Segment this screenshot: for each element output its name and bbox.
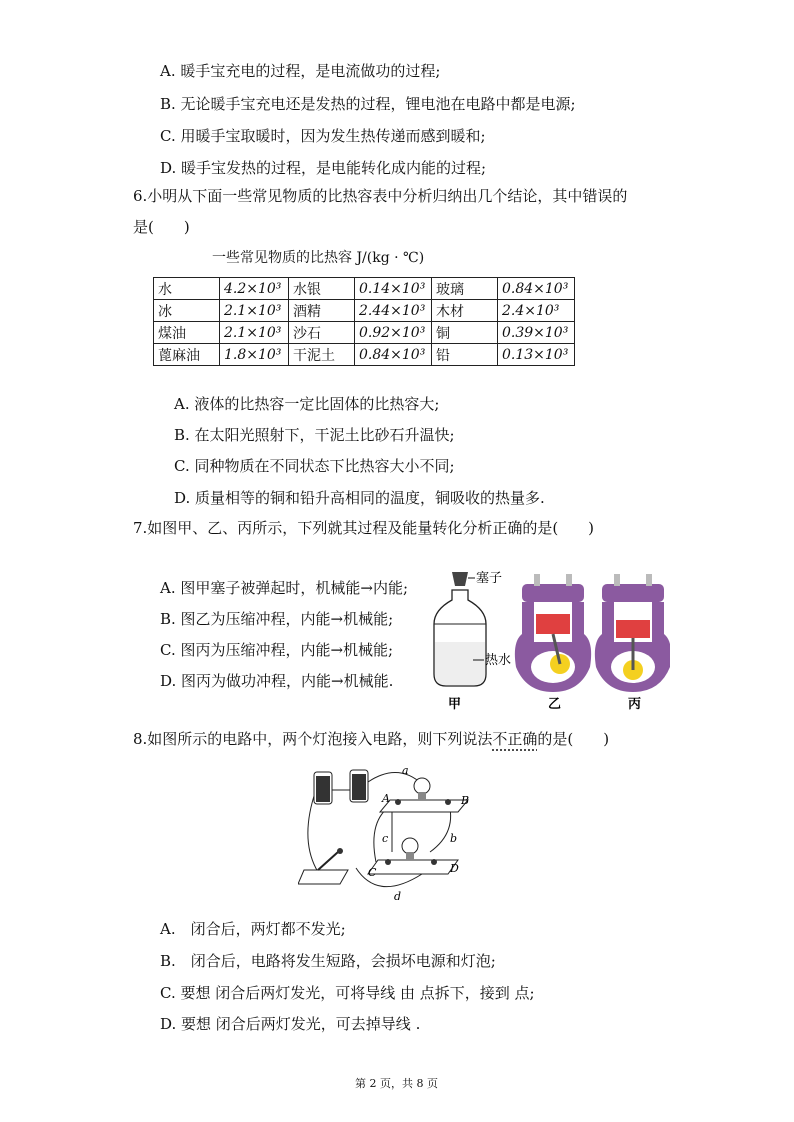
table-cell: 蓖麻油	[154, 344, 220, 366]
q6-option-a: A. 液体的比热容一定比固体的比热容大;	[174, 395, 440, 413]
circuit-label-C: C	[368, 866, 377, 879]
circuit-label-d: d	[394, 890, 402, 903]
table-row	[154, 344, 575, 366]
switch-illustration	[298, 848, 348, 884]
q7-stem: 7.如图甲、乙、丙所示，下列就其过程及能量转化分析正确的是( )	[133, 519, 595, 537]
q8-stem-emphasis: 不正确	[492, 730, 538, 748]
q8-option-d: D. 要想 闭合后两灯发光，可去掉导线 .	[160, 1015, 421, 1033]
q8-circuit-figure	[298, 762, 478, 912]
q8-stem	[133, 729, 609, 749]
table-row	[154, 278, 575, 300]
table-cell: 0.39×10³	[498, 322, 575, 344]
q7-option-d: D. 图丙为做功冲程，内能→机械能.	[160, 672, 394, 690]
q5-option-a: A. 暖手宝充电的过程，是电流做功的过程;	[160, 62, 441, 80]
table-cell: 2.4×10³	[498, 300, 575, 322]
circuit-label-a: a	[402, 764, 409, 777]
table-cell: 干泥土	[289, 344, 355, 366]
table-cell: 木材	[432, 300, 498, 322]
q6-option-c: C. 同种物质在不同状态下比热容大小不同;	[174, 457, 455, 475]
table-cell: 0.13×10³	[498, 344, 575, 366]
page-footer: 第 2 页，共 8 页	[355, 1077, 438, 1090]
q5-option-c: C. 用暖手宝取暖时，因为发生热传递而感到暖和;	[160, 127, 486, 145]
q6-table-caption: 一些常见物质的比热容 J/(kg · ℃)	[212, 250, 425, 266]
q8-stem-prefix: 8.如图所示的电路中，两个灯泡接入电路，则下列说法	[133, 730, 493, 748]
circuit-label-c: c	[382, 832, 389, 845]
q7-option-c: C. 图丙为压缩冲程，内能→机械能;	[160, 641, 394, 659]
engine-yi-illustration	[515, 574, 591, 712]
label-bing: 丙	[628, 697, 642, 712]
table-cell: 煤油	[154, 322, 220, 344]
q8-option-b: B. 闭合后，电路将发生短路，会损坏电源和灯泡;	[160, 952, 496, 970]
table-cell: 铜	[432, 322, 498, 344]
q7-option-a: A. 图甲塞子被弹起时，机械能→内能;	[160, 579, 408, 597]
table-cell: 酒精	[289, 300, 355, 322]
table-cell: 4.2×10³	[220, 278, 289, 300]
table-cell: 0.84×10³	[498, 278, 575, 300]
q6-option-d: D. 质量相等的铜和铅升高相同的温度，铜吸收的热量多.	[174, 489, 545, 507]
table-cell: 2.1×10³	[220, 300, 289, 322]
circuit-label-b: b	[450, 832, 458, 845]
bottle-illustration	[434, 571, 511, 712]
label-jia: 甲	[448, 697, 462, 712]
table-cell: 玻璃	[432, 278, 498, 300]
bulb-ab-illustration	[380, 778, 468, 812]
table-cell: 0.84×10³	[355, 344, 432, 366]
table-cell: 0.92×10³	[355, 322, 432, 344]
table-cell: 水银	[289, 278, 355, 300]
q8-option-a: A. 闭合后，两灯都不发光;	[160, 920, 346, 938]
q8-stem-suffix: 的是( )	[537, 730, 610, 748]
table-cell: 沙石	[289, 322, 355, 344]
table-cell: 1.8×10³	[220, 344, 289, 366]
table-cell: 2.1×10³	[220, 322, 289, 344]
label-stopper: 塞子	[476, 571, 503, 586]
specific-heat-table	[153, 277, 575, 366]
table-row	[154, 300, 575, 322]
battery-pair	[314, 770, 368, 804]
table-cell: 2.44×10³	[355, 300, 432, 322]
q7-option-b: B. 图乙为压缩冲程，内能→机械能;	[160, 610, 394, 628]
q8-option-c: C. 要想 闭合后两灯发光，可将导线 由 点拆下，接到 点;	[160, 984, 535, 1002]
table-cell: 冰	[154, 300, 220, 322]
q7-engine-figure	[430, 562, 670, 722]
label-yi: 乙	[548, 697, 562, 712]
q6-option-b: B. 在太阳光照射下，干泥土比砂石升温快;	[174, 426, 455, 444]
table-cell: 水	[154, 278, 220, 300]
engine-bing-illustration	[595, 574, 670, 712]
circuit-label-B: B	[461, 794, 470, 807]
label-hot-water: 热水	[485, 653, 512, 668]
q6-stem-line1: 6.小明从下面一些常见物质的比热容表中分析归纳出几个结论，其中错误的	[133, 187, 628, 205]
q6-stem-line2: 是( )	[133, 218, 190, 236]
q5-option-d: D. 暖手宝发热的过程，是电能转化成内能的过程;	[160, 159, 487, 177]
circuit-label-D: D	[450, 862, 459, 875]
q5-option-b: B. 无论暖手宝充电还是发热的过程，锂电池在电路中都是电源;	[160, 95, 576, 113]
circuit-label-A: A	[382, 792, 390, 805]
table-cell: 0.14×10³	[355, 278, 432, 300]
table-row	[154, 322, 575, 344]
table-cell: 铅	[432, 344, 498, 366]
